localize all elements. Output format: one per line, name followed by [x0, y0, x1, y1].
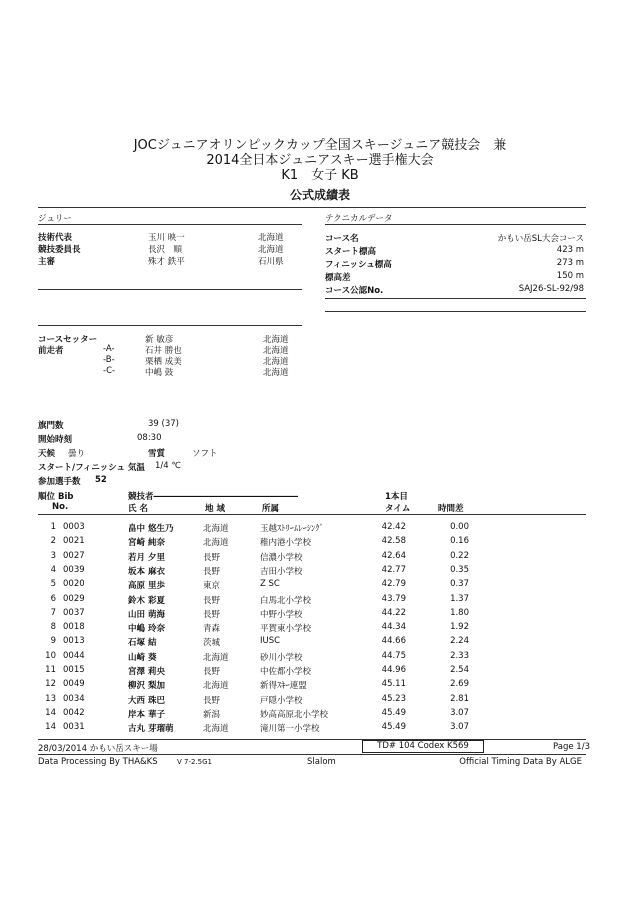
result-time: 42.64 — [381, 550, 406, 561]
jury-role: 技術代表 — [38, 233, 73, 243]
result-bib: 0027 — [63, 550, 85, 561]
result-time: 42.42 — [381, 522, 406, 532]
header-competitor: 競技者――――――――――――――――― — [128, 492, 299, 502]
result-time: 44.75 — [381, 650, 406, 661]
header-affiliation: 所属 — [262, 504, 280, 514]
result-region: 長野 — [203, 595, 221, 606]
table-row — [0, 665, 640, 678]
table-row — [0, 565, 640, 578]
result-rank: 4 — [50, 564, 56, 575]
result-time: 45.49 — [381, 722, 406, 733]
header-time: タイム — [385, 504, 411, 514]
header-diff: 時間差 — [438, 504, 464, 514]
result-time: 43.79 — [381, 593, 406, 604]
jury-role: 主審 — [38, 257, 56, 267]
footer-bottom-divider — [38, 754, 586, 755]
result-rank: 13 — [45, 693, 56, 704]
result-time: 44.34 — [381, 622, 406, 633]
result-bib: 0031 — [63, 722, 85, 733]
result-bib: 0037 — [63, 607, 85, 618]
result-diff: 3.07 — [450, 707, 469, 718]
page-number: Page 1/3 — [553, 742, 590, 752]
result-rank: 3 — [50, 550, 56, 561]
result-name: 高原 里歩 — [128, 581, 165, 592]
table-row — [0, 522, 640, 535]
technical-label: スタート標高 — [325, 247, 377, 257]
result-name: 宮澤 莉央 — [128, 667, 165, 677]
result-name: 古丸 芽瑠萌 — [128, 724, 174, 735]
table-row — [0, 636, 640, 649]
title-divider — [38, 207, 586, 208]
result-diff: 0.22 — [450, 550, 469, 561]
setter-name: 石井 勝也 — [145, 346, 182, 356]
result-bib: 0044 — [63, 650, 85, 661]
date-place: 28/03/2014 かもい岳スキー場 — [38, 744, 158, 754]
table-row — [0, 579, 640, 592]
result-bib: 0015 — [63, 665, 85, 675]
result-region: 北海道 — [203, 724, 229, 735]
result-affiliation: 信濃小学校 — [260, 552, 303, 563]
result-bib: 0039 — [63, 564, 85, 575]
jury-heading: ジュリー — [38, 214, 72, 224]
result-bib: 0049 — [63, 679, 85, 690]
result-diff: 0.35 — [450, 564, 469, 575]
result-affiliation: 平賀東小学校 — [260, 624, 312, 635]
result-region: 北海道 — [203, 524, 229, 534]
technical-label: コース公認No. — [325, 286, 384, 296]
result-name: 大西 珠巴 — [128, 695, 165, 706]
result-time: 42.79 — [381, 579, 406, 590]
result-region: 長野 — [203, 609, 221, 620]
result-time: 42.58 — [381, 536, 406, 547]
result-rank: 7 — [50, 607, 56, 618]
result-rank: 14 — [45, 707, 56, 718]
result-name: 石塚 結 — [128, 638, 157, 649]
result-affiliation: IUSC — [260, 636, 281, 647]
result-diff: 1.92 — [450, 622, 469, 633]
result-rank: 11 — [45, 665, 56, 675]
result-diff: 0.37 — [450, 579, 469, 590]
result-name: 宮崎 純奈 — [128, 538, 165, 549]
technical-value: 423 m — [556, 245, 584, 255]
result-affiliation: 玉越ｽﾄﾘｰﾑﾚｰｼﾝｸﾞ — [260, 524, 324, 534]
header-rank-bib: 順位 Bib — [38, 492, 74, 502]
setter-sub: -A- — [103, 344, 115, 354]
result-time: 42.77 — [381, 564, 406, 575]
result-affiliation: 吉田小学校 — [260, 566, 303, 577]
result-diff: 2.24 — [450, 636, 469, 647]
result-time: 45.11 — [381, 679, 406, 690]
technical-divider-2 — [325, 298, 586, 299]
footer-top-divider — [38, 739, 586, 740]
result-bib: 0029 — [63, 593, 85, 604]
result-region: 東京 — [203, 581, 221, 592]
result-diff: 0.16 — [450, 536, 469, 547]
result-diff: 2.33 — [450, 650, 469, 661]
result-rank: 10 — [45, 650, 56, 661]
start-time-label: 開始時刻 — [38, 435, 73, 445]
setter-role: 前走者 — [38, 346, 64, 356]
result-diff: 1.37 — [450, 593, 469, 604]
result-time: 45.49 — [381, 707, 406, 718]
result-name: 山崎 葵 — [128, 652, 157, 663]
table-row — [0, 694, 640, 707]
jury-region: 北海道 — [258, 245, 284, 255]
result-bib: 0003 — [63, 522, 85, 532]
result-affiliation: 稚内港小学校 — [260, 538, 312, 549]
result-affiliation: 滝川第一小学校 — [260, 724, 320, 735]
result-affiliation: 砂川小学校 — [260, 652, 303, 663]
result-name: 坂本 麻衣 — [128, 566, 165, 577]
setters-divider — [38, 325, 302, 326]
result-name: 畠中 悠生乃 — [128, 524, 174, 534]
result-rank: 1 — [50, 522, 56, 532]
jury-name: 長沢 順 — [148, 245, 183, 255]
result-bib: 0013 — [63, 636, 85, 647]
result-region: 長野 — [203, 695, 221, 706]
result-diff: 2.54 — [450, 665, 469, 675]
table-row — [0, 608, 640, 621]
result-name: 鈴木 彩夏 — [128, 595, 165, 606]
result-bib: 0034 — [63, 693, 85, 704]
td-codex-box — [362, 740, 484, 753]
event-title-line3: K1 女子 KB — [281, 168, 359, 183]
technical-label: コース名 — [325, 234, 359, 244]
result-region: 長野 — [203, 566, 221, 577]
result-time: 44.22 — [381, 607, 406, 618]
technical-label: フィニッシュ標高 — [325, 260, 392, 270]
jury-name: 玉川 映一 — [148, 233, 185, 243]
table-row — [0, 722, 640, 735]
technical-value: かもい岳SL大会コース — [497, 234, 584, 244]
result-time: 45.23 — [381, 693, 406, 704]
snow-value: ソフト — [192, 449, 218, 459]
result-bib: 0021 — [63, 536, 85, 547]
result-region: 北海道 — [203, 681, 229, 692]
jury-role: 競技委員長 — [38, 245, 81, 255]
software-version: V 7-2.5G1 — [177, 758, 213, 766]
result-affiliation: 中野小学校 — [260, 609, 303, 620]
result-rank: 14 — [45, 722, 56, 733]
setter-name: 栗栖 成美 — [145, 357, 182, 367]
technical-divider-3 — [325, 311, 586, 312]
result-name: 岸本 華子 — [128, 709, 165, 720]
result-bib: 0042 — [63, 707, 85, 718]
result-diff: 1.80 — [450, 607, 469, 618]
jury-divider — [38, 224, 302, 225]
result-name: 中嶋 玲奈 — [128, 624, 165, 635]
table-row — [0, 594, 640, 607]
result-region: 北海道 — [203, 652, 229, 663]
setter-name: 新 敏彦 — [145, 335, 174, 345]
result-rank: 9 — [50, 636, 56, 647]
result-affiliation: 白馬北小学校 — [260, 595, 312, 606]
result-region: 北海道 — [203, 538, 229, 549]
result-time: 44.66 — [381, 636, 406, 647]
result-affiliation: 戸隠小学校 — [260, 695, 303, 706]
result-region: 新潟 — [203, 709, 221, 720]
temperature-value: 1/4 ℃ — [155, 461, 181, 471]
table-row — [0, 551, 640, 564]
table-row — [0, 622, 640, 635]
technical-value: SAJ26-SL-92/98 — [518, 284, 584, 294]
result-name: 若月 夕里 — [128, 552, 165, 563]
event-title-line2: 2014全日本ジュニアスキー選手権大会 — [206, 153, 434, 168]
timing-credit: Official Timing Data By ALGE — [459, 757, 582, 767]
header-name: 氏 名 — [128, 504, 148, 514]
result-diff: 2.81 — [450, 693, 469, 704]
temperature-label: スタート/フィニッシュ 気温 — [38, 463, 145, 473]
section-title: 公式成績表 — [289, 188, 350, 202]
jury-region: 石川県 — [258, 257, 284, 267]
jury-region: 北海道 — [258, 233, 284, 243]
technical-value: 273 m — [556, 258, 584, 268]
td-codex: TD# 104 Codex K569 — [377, 741, 469, 751]
result-time: 44.96 — [381, 665, 406, 675]
event-title-line1: JOCジュニアオリンピックカップ全国スキージュニア競技会 兼 — [133, 138, 507, 153]
weather-value: 曇り — [68, 449, 86, 459]
technical-divider — [325, 224, 586, 225]
jury-bottom-divider — [38, 289, 302, 290]
result-region: 長野 — [203, 667, 221, 677]
result-name: 柳沢 梨加 — [128, 681, 165, 692]
entrants-label: 参加選手数 — [38, 477, 81, 487]
gates-value: 39 (37) — [148, 419, 179, 429]
result-bib: 0018 — [63, 622, 85, 633]
processing-credit: Data Processing By THA&KS — [38, 757, 158, 767]
result-region: 茨城 — [203, 638, 221, 649]
result-name: 山田 萌海 — [128, 609, 165, 620]
setter-region: 北海道 — [263, 368, 289, 378]
result-affiliation: 中佐都小学校 — [260, 667, 312, 677]
header-region: 地 域 — [205, 504, 225, 514]
result-bib: 0020 — [63, 579, 85, 590]
result-region: 青森 — [203, 624, 221, 635]
result-rank: 2 — [50, 536, 56, 547]
setter-sub: -B- — [103, 355, 115, 365]
result-affiliation: Z SC — [260, 579, 280, 590]
setter-region: 北海道 — [263, 346, 289, 356]
technical-value: 150 m — [556, 271, 584, 281]
result-affiliation: 新得ｽｷｰ連盟 — [260, 681, 307, 692]
result-rank: 8 — [50, 622, 56, 633]
jury-name: 殊才 鉄平 — [148, 257, 185, 267]
result-diff: 0.00 — [450, 522, 469, 532]
setter-sub: -C- — [103, 366, 116, 376]
snow-label: 雪質 — [148, 449, 166, 459]
result-rank: 6 — [50, 593, 56, 604]
entrants-value: 52 — [95, 475, 107, 485]
table-row — [0, 536, 640, 549]
result-diff: 3.07 — [450, 722, 469, 733]
result-rank: 12 — [45, 679, 56, 690]
result-rank: 5 — [50, 579, 56, 590]
technical-label: 標高差 — [325, 273, 351, 283]
table-row — [0, 679, 640, 692]
setter-role: コースセッター — [38, 335, 98, 345]
gates-label: 旗門数 — [38, 421, 64, 431]
header-run1: 1本目 — [385, 492, 408, 502]
setter-region: 北海道 — [263, 335, 289, 345]
result-affiliation: 妙高高原北小学校 — [260, 709, 329, 720]
table-row — [0, 708, 640, 721]
header-divider — [38, 514, 586, 515]
technical-heading: テクニカルデータ — [325, 214, 393, 224]
setter-name: 中嶋 鼓 — [145, 368, 174, 378]
result-diff: 2.69 — [450, 679, 469, 690]
header-no: No. — [52, 502, 69, 512]
weather-label: 天候 — [38, 449, 56, 459]
result-region: 長野 — [203, 552, 221, 563]
start-time-value: 08:30 — [137, 433, 162, 443]
discipline: Slalom — [307, 757, 336, 767]
table-row — [0, 651, 640, 664]
setter-region: 北海道 — [263, 357, 289, 367]
